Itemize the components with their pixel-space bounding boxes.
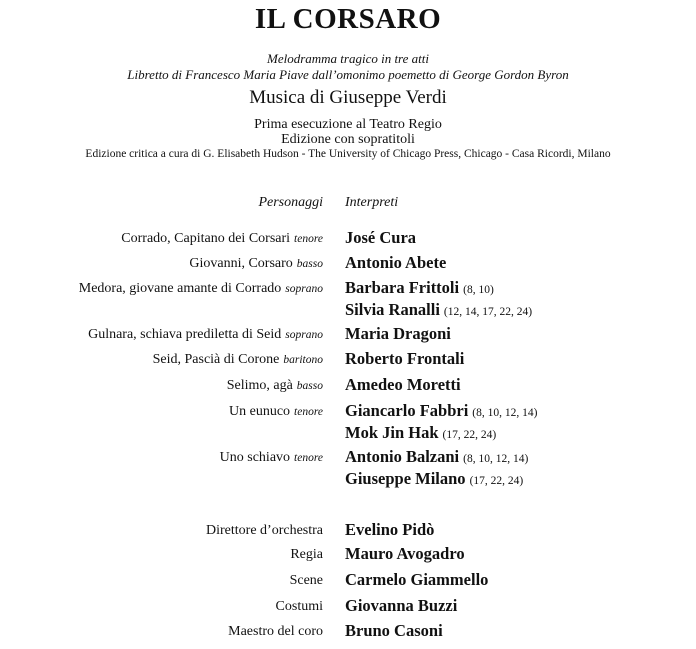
role-cell [88,327,323,343]
voice-type: soprano [285,283,323,295]
role-name: Un eunuco [229,404,291,419]
performance-dates: (17, 22, 24) [442,429,497,441]
singer [345,253,446,273]
composer-line: Musica di Giuseppe Verdi [249,87,447,108]
performance-dates: (8, 10, 12, 14) [472,407,538,419]
role-cell [229,404,323,420]
singer-name: José Cura [345,228,417,247]
singer-name: Roberto Frontali [345,349,465,368]
subtitle-libretto: Libretto di Francesco Maria Piave dall’omonimo poemetto di George Gordon Byron [127,67,569,82]
singer [345,228,416,248]
staff-role: Regia [290,547,323,562]
role-name: Corrado, Capitano dei Corsari [121,231,291,246]
singer-name: Barbara Frittoli [345,278,460,297]
staff-row [0,621,696,643]
singer-name: Mok Jin Hak [345,423,439,442]
voice-type: tenore [294,452,323,464]
page-title: IL CORSARO [254,3,442,35]
staff-name: Mauro Avogadro [345,544,465,563]
voice-type: basso [296,258,323,270]
singer-name: Silvia Ranalli [345,300,440,319]
column-header-characters: Personaggi [258,195,323,210]
column-header-performers: Interpreti [345,195,399,210]
singer-name: Giancarlo Fabbri [345,401,469,420]
singer [345,349,464,369]
role-cell [121,231,323,247]
staff-name: Carmelo Giammello [345,570,489,589]
cast-row [0,447,696,488]
singer-name: Antonio Abete [345,253,447,272]
singer [345,375,461,395]
cast-row [0,375,696,397]
staff-name: Bruno Casoni [345,621,443,640]
role-name: Medora, giovane amante di Corrado [78,281,282,296]
role-name: Selimo, agà [226,378,293,393]
staff-row [0,570,696,592]
singer [345,278,494,298]
cast-row [0,253,696,275]
staff-row [0,596,696,618]
edition-line: Edizione con sopratitoli [281,132,415,147]
critical-edition-line: Edizione critica a cura di G. Elisabeth Hudson - The University of Chicago Press, Chicago - Casa Ricordi, Milano [85,148,611,160]
singer-name: Maria Dragoni [345,324,451,343]
cast-row [0,228,696,250]
singer [345,324,451,344]
role-cell [153,352,323,368]
voice-type: tenore [294,233,323,245]
staff-role: Maestro del coro [228,624,323,639]
premiere-line: Prima esecuzione al Teatro Regio [254,117,442,132]
singer [345,447,528,467]
cast-row [0,324,696,346]
role-name: Seid, Pascià di Corone [152,352,280,367]
role-name: Gulnara, schiava prediletta di Seid [88,327,282,342]
staff-role: Costumi [275,599,323,614]
subtitle-genre: Melodramma tragico in tre atti [266,51,429,66]
staff-role: Scene [289,573,323,588]
staff-name: Giovanna Buzzi [345,596,458,615]
role-cell [189,256,323,272]
cast-row [0,349,696,371]
singer-name: Antonio Balzani [345,447,460,466]
cast-row [0,278,696,319]
role-cell [227,378,323,394]
singer-name: Giuseppe Milano [345,469,466,488]
performance-dates: (8, 10, 12, 14) [463,453,529,465]
voice-type: tenore [294,406,323,418]
singer [345,300,532,320]
voice-type: basso [296,380,323,392]
role-name: Uno schiavo [219,450,291,465]
role-cell [220,450,323,466]
staff-row [0,544,696,566]
performance-dates: (12, 14, 17, 22, 24) [443,306,533,318]
staff-row [0,520,696,542]
singer [345,401,537,421]
performance-dates: (17, 22, 24) [469,475,524,487]
staff-name: Evelino Pidò [345,520,435,539]
singer-name: Amedeo Moretti [345,375,461,394]
role-cell [79,281,323,297]
staff-role: Direttore d’orchestra [206,523,323,538]
voice-type: baritono [283,354,323,366]
voice-type: soprano [285,329,323,341]
role-name: Giovanni, Corsaro [189,256,293,271]
performance-dates: (8, 10) [463,284,494,296]
cast-row [0,401,696,442]
singer [345,423,496,443]
singer [345,469,523,489]
